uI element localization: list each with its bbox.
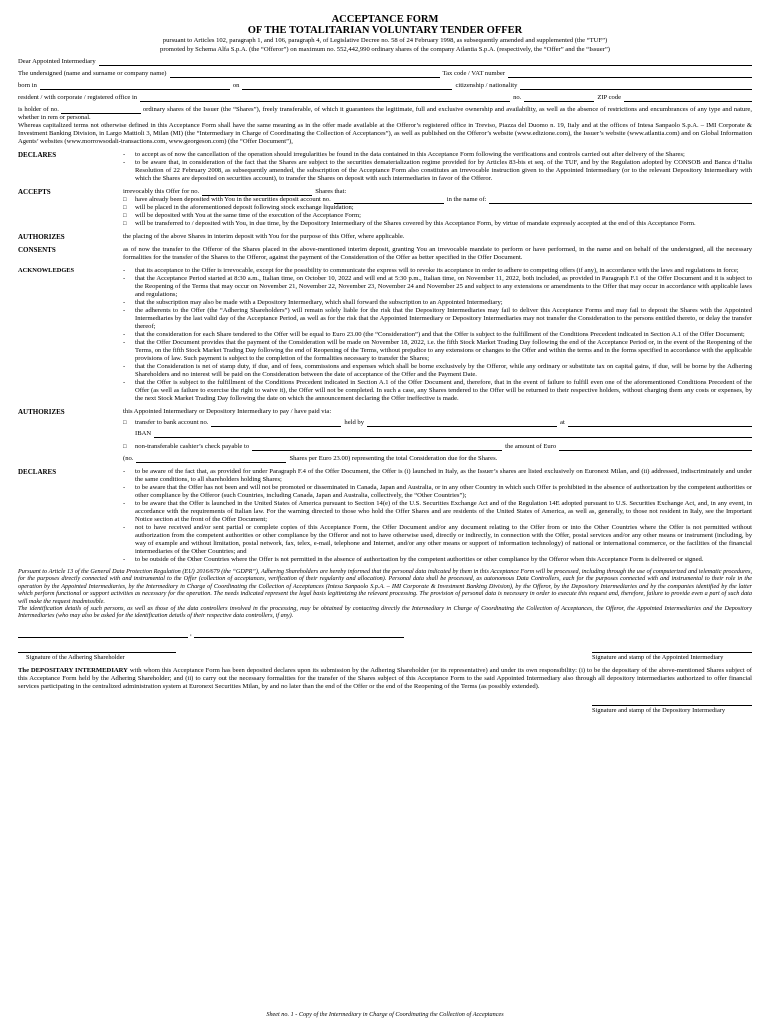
accepts-item: will be deposited with You at the same time of the execution of the Acceptance Form; — [135, 212, 361, 219]
tax-code-field[interactable] — [508, 70, 752, 78]
amount-field[interactable] — [559, 443, 752, 451]
declares-item: to be outside of the Other Countries where the Offer is not permitted in the absence of authorization by the competent authorities or other compliance by the Offeror when this Acceptance Form is delivered or signed. — [135, 556, 704, 563]
total-shares-field[interactable] — [136, 455, 286, 463]
dear-label: Dear Appointed Intermediary — [18, 58, 96, 65]
in-name-label: in the name of: — [446, 196, 487, 203]
accepts-item: will be placed in the aforementioned deposit following stock exchange liquidation; — [135, 204, 354, 211]
gdpr-identification: The identification details of such persons, as well as those of the data controllers involved in the processing, may be obtained by contacting directly the Intermediary in Charge of Coordinating the Collection of Acceptances, the Offeror, the Appointed Intermediaries and the Depository Intermediaries (who may also be asked for the identification details of their respective data controllers, if any). — [18, 605, 752, 620]
tax-label: Tax code / VAT number — [442, 70, 506, 77]
date-field[interactable] — [194, 630, 404, 638]
checkbox-bank-transfer[interactable]: □ — [123, 420, 127, 426]
birthplace-field[interactable] — [40, 82, 230, 90]
at-label: at — [560, 419, 565, 426]
address-field[interactable] — [140, 94, 510, 102]
declares-item: to accept as of now the cancellation of the operation should irregularities be found in the data contained in this Acceptance Form following the verifications and controls carried out after delivery of the Shares; — [135, 151, 685, 158]
declares-item: to be aware that the Offer is launched in the United States of America pursuant to Section 14(e) of the U.S. Securities Exchange Act and of the Regulation 14E adopted pursuant to U.S. Securities Exchange Act, and, in any event, in accordance with the requirements of Italian law. For the warning directed to those who hold the Offer Shares and are residents of the United States of America, as well as, generally, to those not resident in Italy, see the Important Notice section at the front of the Offer Document; — [135, 500, 752, 523]
checkbox-cashier-check[interactable]: □ — [123, 444, 127, 450]
form-subtitle: OF THE TOTALITARIAN VOLUNTARY TENDER OFFER — [247, 25, 523, 36]
holder-text: ordinary shares of the Issuer (the “Shares”), freely transferable, of which it guarantees the legitimate, full and exclusive ownership and availability, as well as the absence of restrictions and encumbrances of any type and nature, whether in rem or personal. — [18, 106, 752, 121]
intro-line-1: pursuant to Articles 102, paragraph 1, and 106, paragraph 4, of Legislative Decree no. 58 of 24 February 1998, as subsequently amended and supplemented (the “TUF”) — [162, 37, 608, 44]
iban-label: IBAN — [135, 430, 152, 437]
no-label: no. — [513, 94, 522, 101]
on-label: on — [232, 82, 240, 89]
checkbox-deposited-now[interactable]: □ — [123, 213, 127, 219]
declares-heading: DECLARES — [18, 151, 57, 159]
held-by-field[interactable] — [367, 419, 557, 427]
accepts-lead-2: Shares that: — [315, 188, 347, 195]
accepts-lead: irrevocably this Offer for no. — [123, 188, 200, 195]
accepts-item: have already been deposited with You in the securities deposit account no. — [135, 196, 331, 203]
declares-heading-2: DECLARES — [18, 468, 57, 476]
dear-field[interactable] — [99, 58, 752, 66]
accepts-heading: ACCEPTS — [18, 188, 51, 196]
depository-signature[interactable]: Signature and stamp of the Depository Intermediary — [592, 705, 752, 714]
citizenship-label: citizenship / nationality — [455, 82, 518, 89]
consents-text: as of now the transfer to the Offeror of the Shares placed in the above-mentioned interim deposit, granting You an irrevocable mandate to perform or have performed, in the name and on behalf of the undersigned, all the necessary formalities for the transfer of the Shares to the Offeror, against the payment of the Consideration of the Offer as better specified in the Offer Document. — [123, 246, 752, 261]
shares-held-field[interactable] — [61, 106, 141, 114]
amount-label: the amount of Euro — [505, 443, 557, 450]
transfer-label: transfer to bank account no. — [135, 419, 209, 426]
declares-item: not to have received and/or sent partial or complete copies of this Acceptance Form, the Offer Document and/or any document relating to the Offer from or into the Other Countries where the Offer is not permitted without authorization from the competent authorities or other compliance by the Offeror and not to have otherwise used, directly or indirectly, in connection with the Offer, postal services and/or any other means or instrument (including, by way of example and without limitation, postal network, fax, telex, e-mail, telephone and Internet, and/or any other means or support of information technology) of national or international commerce, or the facilities of the financial intermediaries of the Other Countries; and — [135, 524, 752, 555]
holder-signature[interactable]: Signature of the Adhering Shareholder — [18, 652, 176, 661]
consents-heading: CONSENTS — [18, 246, 56, 254]
acknowledges-item: that the Consideration is net of stamp duty, if due, and of fees, commissions and expenses which shall be borne exclusively by the Offeror, while any ordinary or substitute tax on capital gains, if due, will be borne by the Adhering Shareholders and no interest will be paid on the Consideration between the date of acceptance of the Offer and the Payment Date. — [135, 363, 752, 378]
deposit-account-field[interactable] — [334, 196, 444, 204]
born-in-label: born in — [18, 82, 37, 89]
bank-account-field[interactable] — [211, 419, 341, 427]
zip-label: ZIP code — [597, 94, 622, 101]
depository-heading: The DEPOSITARY INTERMEDIARY — [18, 666, 128, 674]
iban-field[interactable] — [154, 430, 752, 438]
place-field[interactable] — [18, 630, 188, 638]
birthdate-field[interactable] — [242, 82, 452, 90]
form-title: ACCEPTANCE FORM — [331, 14, 439, 25]
checkbox-deposited[interactable]: □ — [123, 197, 127, 203]
declares-item: to be aware that the Offer has not been and will not be promoted or disseminated in Canada, Japan and Australia, or in any other Country in which such Offer is prohibited in the absence of authorization by the competent authorities or other compliance by the Offeror (such Countries, including Canada, Japan and Australia, collectively, the “Other Countries”); — [135, 484, 752, 499]
declares-item: to be aware of the fact that, as provided for under Paragraph F.4 of the Offer Document, the Offer is (i) launched in Italy, as the Issuer’s shares are listed exclusively on Euronext Milan, and (ii) addressed, indiscriminately and under the same conditions, to all shareholders holding Shares; — [135, 468, 752, 483]
gdpr-notice: Pursuant to Article 13 of the General Data Protection Regulation (EU) 2016/679 (the “GDPR”), Adhering Shareholders are hereby informed that the personal data indicated by them in this Acceptance Form will be processed, including through the use of computerized and telematic procedures, for the purposes directly connected with and instrumental to the Offer (collection of acceptances, verification of their regularity and allocation). Personal data shall be processed, as autonomous Data Controllers, each for the purposes connected with and instrumental to their role in the operation by the Appointed Intermediaries, by the Intermediary in Charge of Coordinating the Collection of Acceptances (Intesa Sanpaolo S.p.A. – IMI Corporate & Investment Banking Division), by the Offeror, by the Depository Intermediaries and by the companies identified by the latter which perform functional or support activities as necessary for the operation. The needs indicated represent the legal basis legitimizing the relevant processing. The provision of personal data is necessary in order to execute this request and, therefore, failure to provide even a part of such data will make the request inadmissible. — [18, 568, 752, 605]
citizenship-field[interactable] — [520, 82, 752, 90]
checkbox-transferred[interactable]: □ — [123, 221, 127, 227]
no-open-label: (no. — [123, 455, 134, 462]
acknowledges-item: that the Acceptance Period started at 8:30 a.m., Italian time, on October 10, 2022 and will end at 5:30 p.m., Italian time, on November 11, 2022, both included, as provided in Paragraph F.1 of the Offer Document and it is subject to the Reopening of the Terms that may occur on November 21, November 22, November 23, November 24 and November 25 and subject to any extensions or amendments to the Offer that may occur in accordance with applicable laws and regulations; — [135, 275, 752, 298]
acknowledges-item: that the consideration for each Share tendered to the Offer will be equal to Euro 23.00 (the “Consideration”) and that the Offer is subject to the fulfillment of the Conditions Precedent indicated in Section A.1 of the Offer Document; — [135, 331, 745, 338]
acknowledges-item: that the Offer Document provides that the payment of the Consideration will be made on November 18, 2022, i.e. the fifth Stock Market Trading Day following the end of the Acceptance Period or, in the event of the Reopening of the Terms, on the fifth Stock Market Trading Day following the end of Reopening of the Terms, without prejudice to any extensions or changes to the Offer and within the terms and in the forms specified in accordance with the applicable provisions of law. Such payment is subject to the completion of the formalities necessary to transfer the Shares; — [135, 339, 752, 362]
acknowledges-item: that the Offer is subject to the fulfillment of the Conditions Precedent indicated in Section A.1 of the Offer Document and, therefore, that in the event of failure to fulfill even one of the aforementioned Conditions Precedent of the Offer (as well as failure to exercise the right to waive it), the Offer will not be completed. In such a case, any Shares tendered to the Offer will be returned to their respective holders, without charging them any costs or expenses, by the next Stock Market Trading Day following the date on which the announcement declaring the Offer ineffective is made. — [135, 379, 752, 402]
undersigned-label: The undersigned (name and surname or company name) — [18, 70, 167, 77]
account-holder-field[interactable] — [489, 196, 752, 204]
shares-consideration-label: Shares per Euro 23.00) representing the total Consideration due for the Shares. — [289, 455, 498, 462]
authorizes-payment-heading: AUTHORIZES — [18, 408, 65, 416]
acknowledges-heading: ACKNOWLEDGES — [18, 267, 75, 274]
authorizes-heading: AUTHORIZES — [18, 233, 65, 241]
name-field[interactable] — [170, 70, 440, 78]
cheque-label: non-transferable cashier’s check payable to — [135, 443, 250, 450]
street-number-field[interactable] — [524, 94, 594, 102]
appointed-signature[interactable]: Signature and stamp of the Appointed Intermediary — [592, 652, 752, 661]
payee-field[interactable] — [252, 443, 502, 451]
declares-item: to be aware that, in consideration of the fact that the Shares are subject to the securities dematerialization regime provided for by Articles 83-bis et seq. of the TUF, and by the Regulation adopted by CONSOB and Banca d’Italia Resolution of 22 February 2008, as subsequently amended, the subscription of the Acceptance Form also constitutes an irrevocable instruction given to the Appointed Intermediary (or to the relevant Depository Intermediary with which the Shares are deposited on securities account), to transfer the Shares on deposit with such intermediaries in favor of the Offeror. — [135, 159, 752, 182]
depository-text: with whom this Acceptance Form has been deposited declares upon its submission by the Adhering Shareholder (or its representative) and under its own responsibility: (i) to be the depositary of the above-mentioned Shares subject of this Acceptance Form held by the Adhering Shareholder; and (ii) to carry out the necessary formalities for the transfer of the Shares subject of this Acceptance Form to the said Appointed Intermediary also through all depository intermediaries authorized to offer financial services participating in the centralized administration system at Euronext Securities Milan, by and no later than the end of the Offer or the end of the Reopening of the Terms (as possibly extended). — [18, 666, 752, 690]
sheet-footer: Sheet no. 1 - Copy of the Intermediary in Charge of Coordinating the Collection of Acceptances — [266, 1011, 504, 1018]
acceptance-form: ACCEPTANCE FORM OF THE TOTALITARIAN VOLUNTARY TENDER OFFER pursuant to Articles 102, paragraph 1, and 106, paragraph 4, of Legislative Decree no. 58 of 24 February 1998, as subsequently amended and supplemented (the “TUF”) promoted by Schema Alfa S.p.A. (the “Offeror”) on maximum no. 552,442,990 ordinary shares of the company Atlantia S.p.A. (respectively, the “Offer” and the “Issuer”) Dear Appointed Intermediary The undersigned (name and surname or company name) Tax code / VAT number born in on citizenship / nationality resident / with corporate / registered office in no. ZIP code is holder of no. ordinary shares of the Issuer (the “Shares”), freely transferable, of which it guarantees the legitimate, full and exclusive ownership and availability, as well as the absence of restrictions and encumbrances of any type and nature, whether in rem or personal. Whereas capitalized terms not otherwise defined in this Acceptance Form shall have the same meaning as in the offer made available at the Offeror’s registered office in Treviso, Piazza del Duomo n. 19, Italy and at the offices of Intesa Sanpaolo S.p.A. – IMI Corporate & Investment Banking Division, in Largo Mattioli 3, Milan (MI) (the “Intermediary in Charge of Coordinating the Collection of Acceptances”), as well as published on the Offeror’s website (www.edizione.com), the Issuer’s website (www.atlantia.com) and on Global Information Agents’ websites (www.morrowsodali-transactions.com, www.georgeson.com) (the “Offer Document”), DECLARES - to accept as of now the cancellation of the operation should irregularities be found in the data contained in this Acceptance Form following the verifications and controls carried out after delivery of the Shares; - to be aware that, in consideration of the fact that the Shares are subject to the securities dematerialization regime provided for by Articles 83-bis et seq. of the TUF, and by the Regulation adopted by CONSOB and Banca d’Italia Resolution of 22 February 2008, as subsequently amended, the subscription of the Acceptance Form also constitutes an irrevocable instruction given to the Appointed Intermediary (or to the relevant Depository Intermediary with which the Shares are deposited on securities account), to transfer the Shares on deposit with such intermediaries in favor of the Offeror. ACCEPTS irrevocably this Offer for no. Shares that: □ have already been deposited with You in the securities deposit account no. in the name of: □ will be placed in the aforementioned deposit following stock exchange liquidation; □ will be deposited with You at the same time of the execution of the Acceptance Form; □ will be transferred to / deposited with You, in due time, by the Depository Intermediary of the Shares covered by this Acceptance Form, by virtue of mandate expressly accepted at the end of this Acceptance Form. AUTHORIZES the placing of the above Shares in interim deposit with You for the purpose of this Offer, where applicable. CONSENTS as of now the transfer to the Offeror of the Shares placed in the above-mentioned interim deposit, granting You an irrevocable mandate to perform or have performed, in the name and on behalf of the undersigned, all the necessary formalities for the transfer of the Shares to the Offeror, against the payment of the Consideration of the Offer as better specified in the Offer Document. ACKNOWLEDGES - that its acceptance to the Offer is irrevocable, except for the possibility to communicate the express will to revoke its acceptance in order to adhere to competing offers (if any), in accordance with the laws and regulations in force; - that the Acceptance Period started at 8:30 a.m., Italian time, on October 10, 2022 and will end at 5:30 p.m., Italian time, on November 11, 2022, both included, as provided in Paragraph F.1 of the Offer Document and it is subject to the Reopening of the Terms that may occur on November 21, November 22, November 23, November 24 and November 25 and subject to any extensions or amendments to the Offer that may occur in accordance with applicable laws and regulations; - that the subscription may also be made with a Depository Intermediary, which shall forward the subscription to an Appointed Intermediary; - the adherents to the Offer (the “Adhering Shareholders”) will remain solely liable for the risk that the Depository Intermediaries may fail to deliver this Acceptance Forms and may fail to deposit the Shares with the Appointed Intermediaries by the last valid day of the Acceptance Period, as well as for the risk that the Appointed Intermediary or Depository Intermediaries may not transfer the Consideration to the persons entitled thereto, or delay the transfer thereof; - that the consideration for each Share tendered to the Offer will be equal to Euro 23.00 (the “Consideration”) and that the Offer is subject to the fulfillment of the Conditions Precedent indicated in Section A.1 of the Offer Document; - that the Offer Document provides that the payment of the Consideration will be made on November 18, 2022, i.e. the fifth Stock Market Trading Day following the end of the Acceptance Period or, in the event of the Reopening of the Terms, on the fifth Stock Market Trading Day following the end of Reopening of the Terms, without prejudice to any extensions or changes to the Offer and within the terms and in the forms specified in accordance with the applicable provisions of law. Such payment is subject to the completion of the formalities necessary to transfer the Shares; - that the Consideration is net of stamp duty, if due, and of fees, commissions and expenses which shall be borne exclusively by the Offeror, while any ordinary or substitute tax on capital gains, if due, will be borne by the Adhering Shareholders and no interest will be paid on the Consideration between the date of acceptance of the Offer and the Payment Date. - that the Offer is subject to the fulfillment of the Conditions Precedent indicated in Section A.1 of the Offer Document and, therefore, that in the event of failure to fulfill even one of the aforementioned Conditions Precedent of the Offer (as well as failure to exercise the right to waive it), the Offer will not be completed. In such a case, any Shares tendered to the Offer will be returned to their respective holders, without charging them any costs or expenses, by the next Stock Market Trading Day following the date on which the announcement declaring the Offer ineffective is made. AUTHORIZES this Appointed Intermediary or Depository Intermediary to pay / have paid via: □ transfer to bank account no. held by at IBAN □ non-transferable cashier’s check payable to the amount of Euro (no. Shares per Euro 23.00) representing the total Consideration due for the Shares. DECLARES - to be aware of the fact that, as provided for under Paragraph F.4 of the Offer Document, the Offer is (i) launched in Italy, as the Issuer’s shares are listed exclusively on Euronext Milan, and (ii) addressed, indiscriminately and under the same conditions, to all shareholders holding Shares; - to be aware that the Offer has not been and will not be promoted or disseminated in Canada, Japan and Australia, or in any other Country in which such Offer is prohibited in the absence of authorization by the competent authorities or other compliance by the Offeror (such Countries, including Canada, Japan and Australia, collectively, the “Other Countries”); - to be aware that the Offer is launched in the United States of America pursuant to Section 14(e) of the U.S. Securities Exchange Act and of the Regulation 14E adopted pursuant to U.S. Securities Exchange Act, and, in any event, in accordance with the requirements of Italian law. For the warning directed to those who hold the Offer Shares and are residents of the United States of America, as well as, generally, to those not resident in Italy, see the Important Notice section at the front of the Offer Document; - not to have received and/or sent partial or complete copies of this Acceptance Form, the Offer Document and/or any document relating to the Offer from or into the Other Countries where the Offer is not permitted without authorization from the competent authorities or other compliance by the Offeror and not to have otherwise used, directly or indirectly, in connection with the Offer, postal services and/or any other means or instrument (including, by way of example and without limitation, postal network, fax, telex, e-mail, telephone and Internet, and/or any other means or support of information technology) of national or international commerce, or the facilities of the financial intermediaries of the Other Countries; and - to be outside of the Other Countries where the Offer is not permitted in the absence of authorization by the competent authorities or other compliance by the Offeror when this Acceptance Form is delivered or signed. Pursuant to Article 13 of the General Data Protection Regulation (EU) 2016/679 (the “GDPR”), Adhering Shareholders are hereby informed that the personal data indicated by them in this Acceptance Form will be processed, including through the use of computerized and telematic procedures, for the purposes directly connected with and instrumental to the Offer (collection of acceptances, verification of their regularity and allocation). Personal data shall be processed, as autonomous Data Controllers, each for the purposes connected with and instrumental to their role in the operation by the Appointed Intermediaries, by the Intermediary in Charge of Coordinating the Collection of Acceptances (Intesa Sanpaolo S.p.A. – IMI Corporate & Investment Banking Division), by the Offeror, by the Depository Intermediaries and by the companies identified by the latter which perform functional or support activities as necessary for the operation. The needs indicated represent the legal basis legitimizing the relevant processing. The provision of personal data is necessary in order to execute this request and, therefore, failure to provide even a part of such data will make the request inadmissible. The identification details of such persons, as well as those of the data controllers involved in the processing, may be obtained by contacting directly the Intermediary in Charge of Coordinating the Collection of Acceptances, the Offeror, the Appointed Intermediaries and the Depository Intermediaries (who may also be asked for the identification details of their respective data controllers, if any). , Signature of the Adhering Shareholder Signature and stamp of the Appointed Intermediary The DEPOSITARY INTERMEDIARY with whom this Acceptance Form has been deposited declares upon its submission by the Adhering Shareholder (or its representative) and under its own responsibility: (i) to be the depositary of the above-mentioned Shares subject of this Acceptance Form held by the Adhering Shareholder; and (ii) to carry out the necessary formalities for the transfer of the Shares subject of this Acceptance Form to the said Appointed Intermediary also through all depository intermediaries authorized to offer financial services participating in the centralized administration system at Euronext Securities Milan, by and no later than the end of the Offer or the end of the Reopening of the Terms (as possibly extended). Signature and stamp of the Depository Intermediary — [18, 14, 752, 714]
accepts-item: will be transferred to / deposited with You, in due time, by the Depository Intermediary of the Shares covered by this Acceptance Form, by virtue of mandate expressly accepted at the end of this Acceptance Form. — [135, 220, 696, 227]
checkbox-placed[interactable]: □ — [123, 205, 127, 211]
intro-line-2: promoted by Schema Alfa S.p.A. (the “Offeror”) on maximum no. 552,442,990 ordinary shares of the company Atlantia S.p.A. (respectively, the “Offer” and the “Issuer”) — [160, 46, 610, 53]
acknowledges-item: that the subscription may also be made with a Depository Intermediary, which shall forward the subscription to an Appointed Intermediary; — [135, 299, 503, 306]
payment-lead: this Appointed Intermediary or Depository Intermediary to pay / have paid via: — [123, 408, 332, 415]
acknowledges-item: that its acceptance to the Offer is irrevocable, except for the possibility to communicate the express will to revoke its acceptance in order to adhere to competing offers (if any), in accordance with the laws and regulations in force; — [135, 267, 739, 274]
accepted-shares-field[interactable] — [202, 188, 312, 196]
resident-label: resident / with corporate / registered office in — [18, 94, 138, 101]
held-by-label: held by — [344, 419, 365, 426]
authorizes-text: the placing of the above Shares in interim deposit with You for the purpose of this Offer, where applicable. — [123, 233, 405, 240]
acknowledges-item: the adherents to the Offer (the “Adhering Shareholders”) will remain solely liable for the risk that the Depository Intermediaries may fail to deliver this Acceptance Forms and may fail to deposit the Shares with the Appointed Intermediaries by the last valid day of the Acceptance Period, as well as for the risk that the Appointed Intermediary or Depository Intermediaries may not transfer the Consideration to the persons entitled thereto, or delay the transfer thereof; — [135, 307, 752, 330]
zip-field[interactable] — [624, 94, 752, 102]
holder-label: is holder of no. — [18, 106, 59, 113]
whereas-paragraph: Whereas capitalized terms not otherwise defined in this Acceptance Form shall have the same meaning as in the offer made available at the Offeror’s registered office in Treviso, Piazza del Duomo n. 19, Italy and at the offices of Intesa Sanpaolo S.p.A. – IMI Corporate & Investment Banking Division, in Largo Mattioli 3, Milan (MI) (the “Intermediary in Charge of Coordinating the Collection of Acceptances”), as well as published on the Offeror’s website (www.edizione.com), the Issuer’s website (www.atlantia.com) and on Global Information Agents’ websites (www.morrowsodali-transactions.com, www.georgeson.com) (the “Offer Document”), — [18, 122, 752, 145]
bank-field[interactable] — [568, 419, 752, 427]
